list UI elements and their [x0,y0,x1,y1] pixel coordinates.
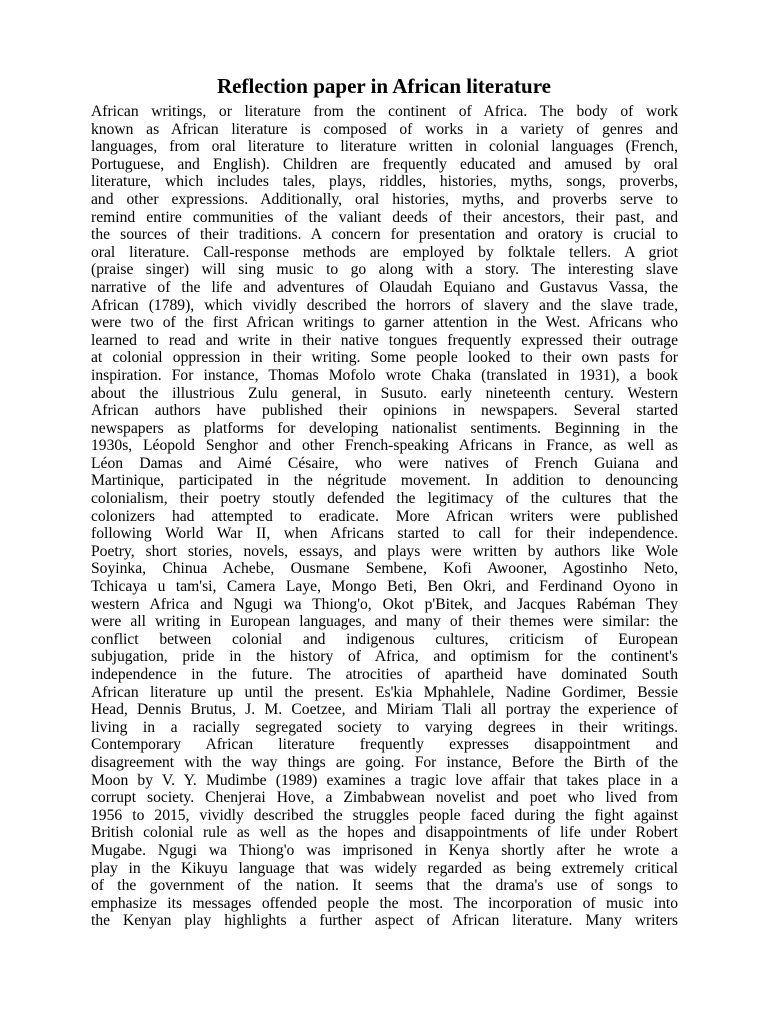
text-line: known as African literature is composed of works in a variety of genres and [91,120,678,138]
text-line: disagreement with the way things are going. For instance, Before the Birth of the [91,753,678,771]
text-line: British colonial rule as well as the hopes and disappointments of life under Robert [91,824,678,842]
page-title: Reflection paper in African literature [217,74,551,98]
text-line: Portuguese, and English). Children are frequently educated and amused by oral [91,155,678,173]
text-line: colonialism, their poetry stoutly defended the legitimacy of the cultures that the [91,490,678,508]
text-line: corrupt society. Chenjerai Hove, a Zimbabwean novelist and poet who lived from [91,789,678,807]
text-line: Martinique, participated in the négritude movement. In addition to denouncing [91,472,678,490]
text-line: at colonial oppression in their writing. Some people looked to their own pasts for [91,349,678,367]
text-line: Poetry, short stories, novels, essays, and plays were written by authors like Wole [91,542,678,560]
text-line: literature, which includes tales, plays, riddles, histories, myths, songs, proverbs, [91,173,678,191]
text-line: western Africa and Ngugi wa Thiong'o, Okot p'Bitek, and Jacques Rabéman They [91,595,678,613]
text-line: newspapers as platforms for developing nationalist sentiments. Beginning in the [91,419,678,437]
text-line: Mugabe. Ngugi wa Thiong'o was imprisoned in Kenya shortly after he wrote a [91,841,678,859]
text-line: narrative of the life and adventures of Olaudah Equiano and Gustavus Vassa, the [91,278,678,296]
text-line: colonizers had attempted to eradicate. More African writers were published [91,507,678,525]
text-line: Soyinka, Chinua Achebe, Ousmane Sembene, Kofi Awooner, Agostinho Neto, [91,560,678,578]
text-line: conflict between colonial and indigenous cultures, criticism of European [91,630,678,648]
text-line: languages, from oral literature to literature written in colonial languages (French, [91,138,678,156]
text-line: subjugation, pride in the history of Africa, and optimism for the continent's [91,648,678,666]
text-line: of the government of the nation. It seems that the drama's use of songs to [91,877,678,895]
text-line: inspiration. For instance, Thomas Mofolo wrote Chaka (translated in 1931), a book [91,366,678,384]
text-line: the sources of their traditions. A concern for presentation and oratory is crucial to [91,226,678,244]
text-line: were two of the first African writings to garner attention in the West. Africans who [91,314,678,332]
text-line: following World War II, when Africans started to call for their independence. [91,525,678,543]
text-line: African writings, or literature from the continent of Africa. The body of work [91,103,678,120]
text-line: Léon Damas and Aimé Césaire, who were natives of French Guiana and [91,454,678,472]
text-line: Head, Dennis Brutus, J. M. Coetzee, and Miriam Tlali all portray the experience of [91,701,678,719]
text-line: African authors have published their opinions in newspapers. Several started [91,402,678,420]
text-line: learned to read and write in their native tongues frequently expressed their outrage [91,331,678,349]
text-line: about the illustrious Zulu general, in Susuto. early nineteenth century. Western [91,384,678,402]
text-line: the Kenyan play highlights a further aspect of African literature. Many writers [91,912,678,930]
text-line: 1930s, Léopold Senghor and other French-speaking Africans in France, as well as [91,437,678,455]
body-paragraph [91,103,678,930]
text-line: independence in the future. The atrocities of apartheid have dominated South [91,666,678,683]
text-line: Contemporary African literature frequently expresses disappointment and [91,736,678,754]
text-line: African (1789), which vividly described the horrors of slavery and the slave trade, [91,296,678,314]
text-line: oral literature. Call-response methods are employed by folktale tellers. A griot [91,243,678,261]
text-line: remind entire communities of the valiant deeds of their ancestors, their past, and [91,208,678,226]
text-line: and other expressions. Additionally, oral histories, myths, and proverbs serve to [91,190,678,208]
text-line: play in the Kikuyu language that was widely regarded as being extremely critical [91,859,678,877]
text-line: Moon by V. Y. Mudimbe (1989) examines a tragic love affair that takes place in a [91,771,678,789]
text-line: living in a racially segregated society to varying degrees in their writings. [91,718,678,736]
text-line: (praise singer) will sing music to go along with a story. The interesting slave [91,261,678,279]
text-line: were all writing in European languages, and many of their themes were similar: the [91,613,678,631]
text-line: 1956 to 2015, vividly described the struggles people faced during the fight against [91,806,678,824]
text-line: emphasize its messages offended people the most. The incorporation of music into [91,894,678,912]
text-line: African literature up until the present. Es'kia Mphahlele, Nadine Gordimer, Bessie [91,683,678,701]
text-line: Tchicaya u tam'si, Camera Laye, Mongo Beti, Ben Okri, and Ferdinand Oyono in [91,578,678,596]
